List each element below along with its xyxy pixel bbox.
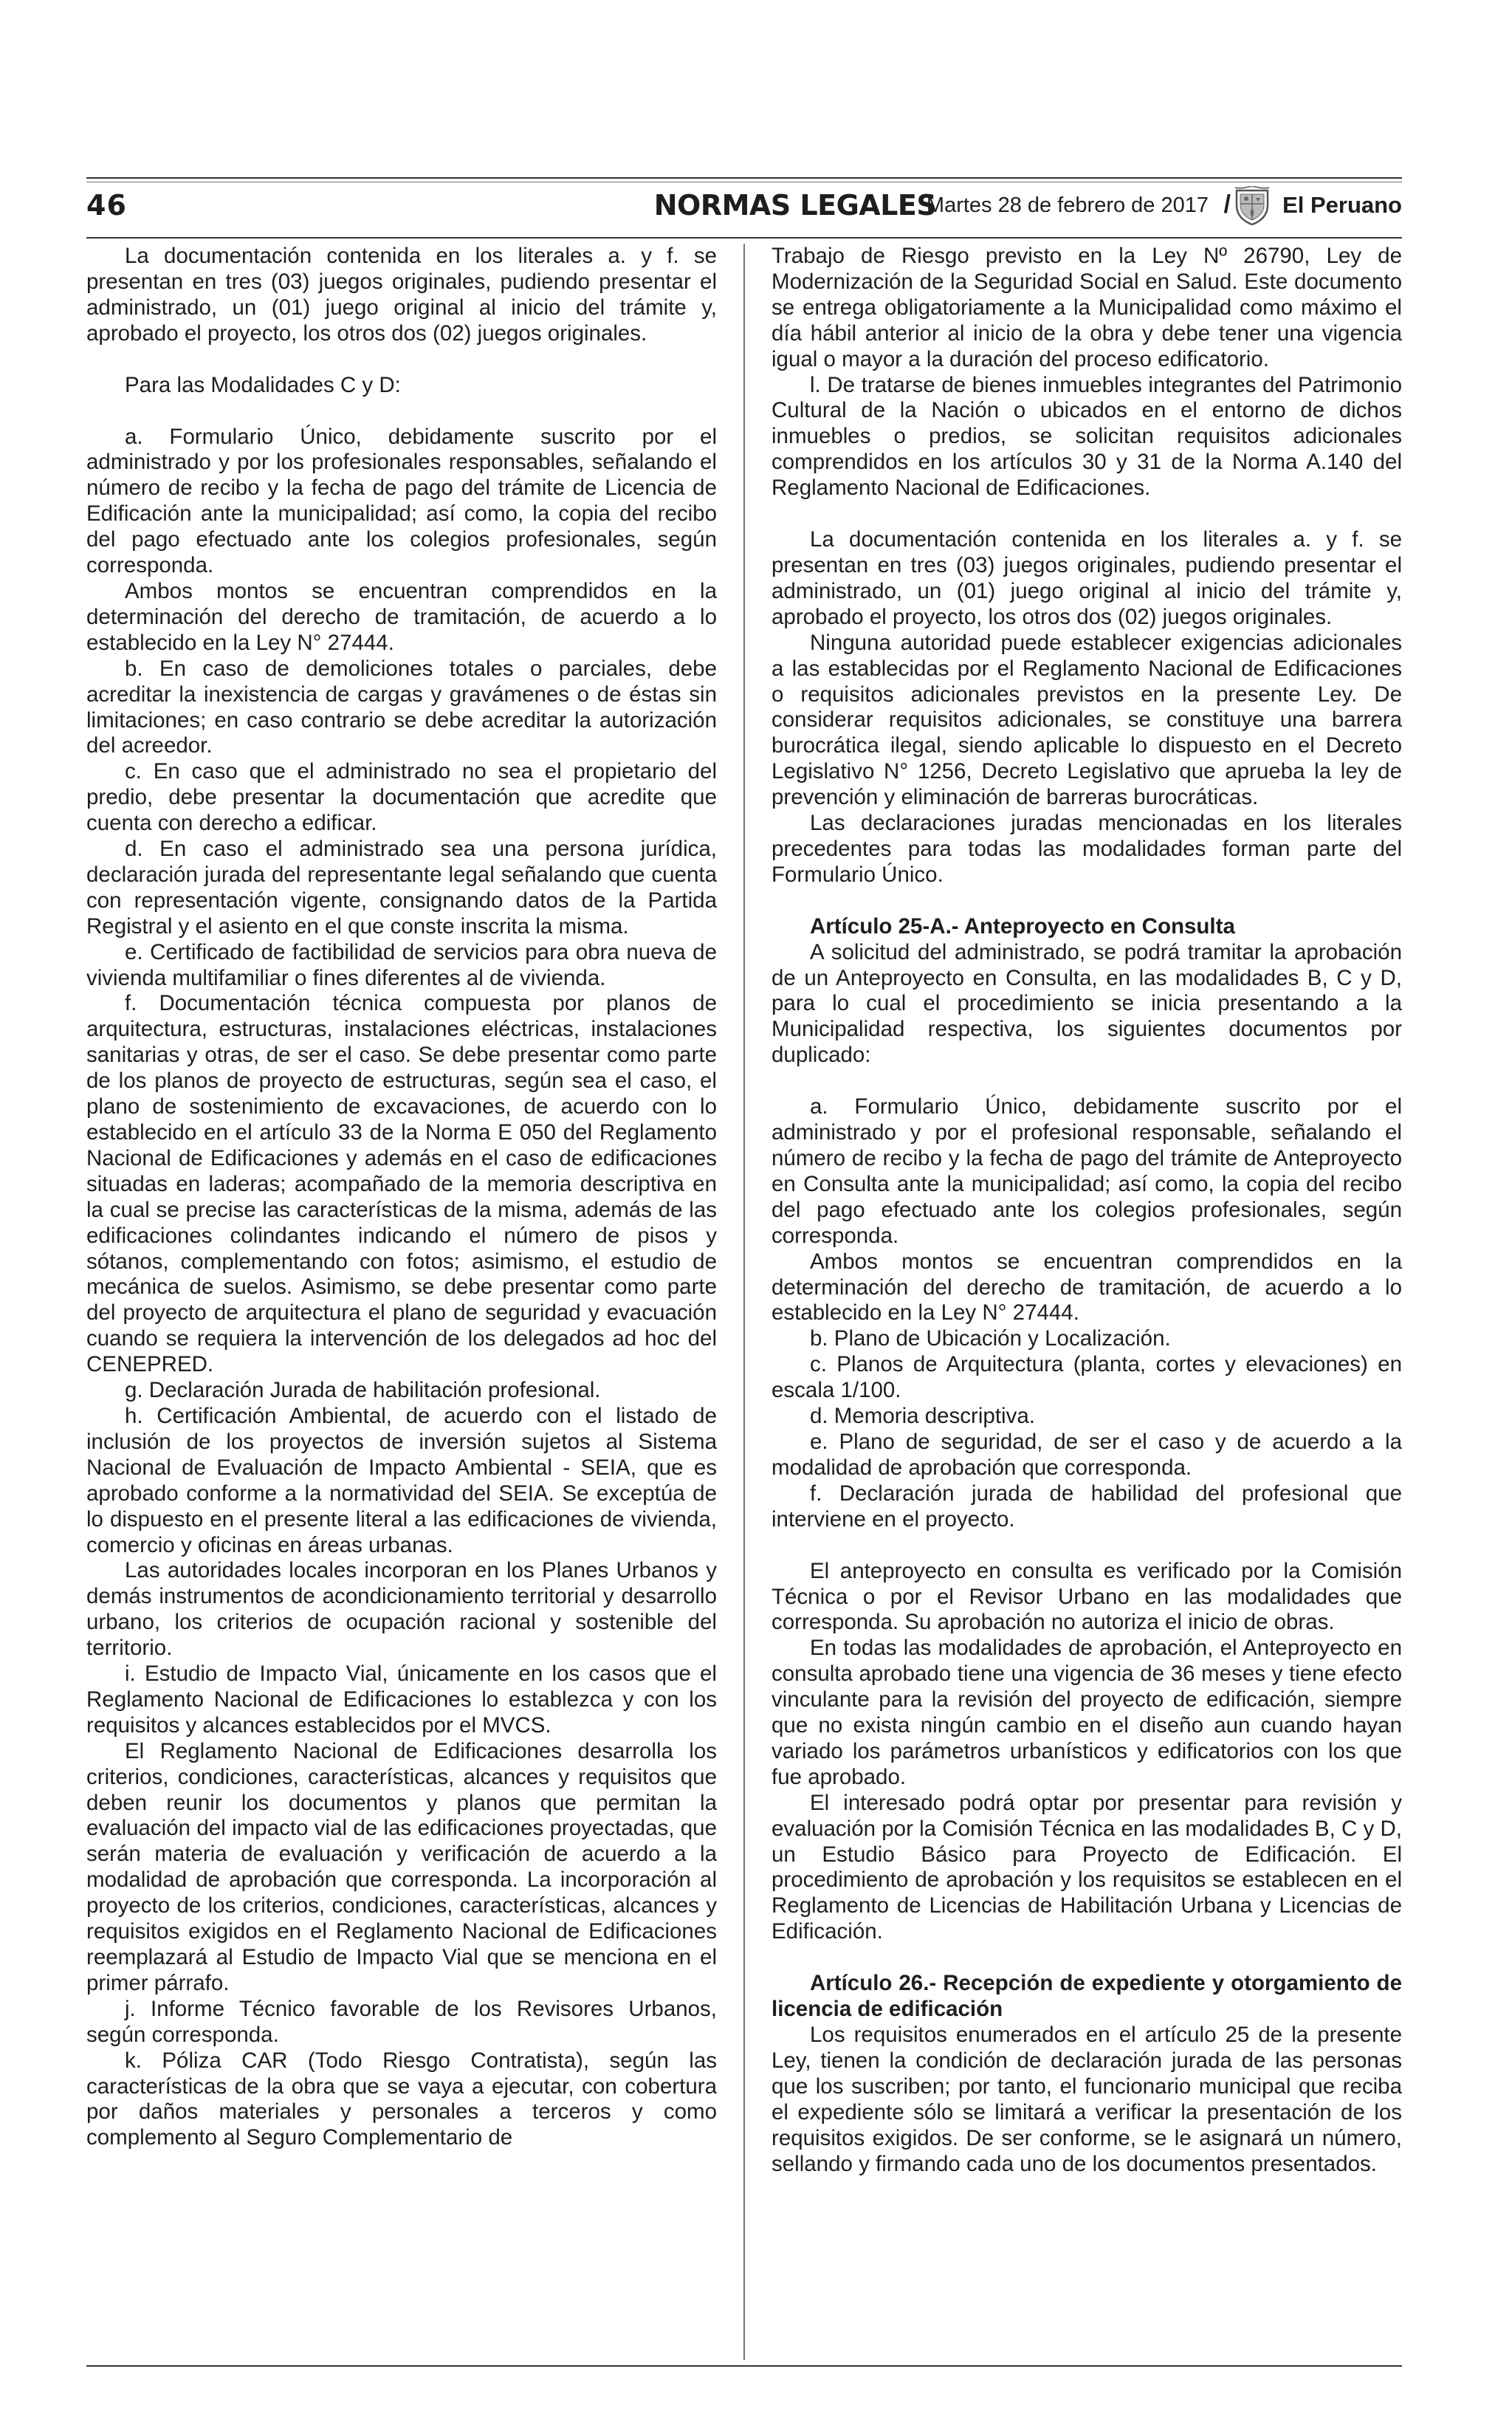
paragraph: Las declaraciones juradas mencionadas en los literales precedentes para todas las modalidades forman parte del Formulario Único. xyxy=(772,811,1402,887)
paragraph: Ninguna autoridad puede establecer exigencias adicionales a las establecidas por el Reglamento Nacional de Edificaciones o requisitos adicionales previstos en la presente Ley. De considerar requisitos adicionales, se constituye una barrera burocrática ilegal, siendo aplicable lo dispuesto en el Decreto Legislativo N° 1256, Decreto Legislativo que aprueba la ley de prevención y eliminación de barreras burocráticas. xyxy=(772,630,1402,810)
list-item: f. Declaración jurada de habilidad del profesional que interviene en el proyecto. xyxy=(772,1481,1402,1532)
page-number: 46 xyxy=(86,189,127,222)
list-item: b. Plano de Ubicación y Localización. xyxy=(810,1326,1171,1351)
coat-of-arms-icon xyxy=(1234,186,1271,226)
list-item: f. Documentación técnica compuesta por planos de arquitectura, estructuras, instalaciones eléctricas, instalaciones sanitarias y otras, de ser el caso. Se debe presentar como parte de los planos de proyecto de estructuras, según sea el caso, el plano de sostenimiento de excavaciones, de acuerdo con lo establecido en el artículo 33 de la Norma E 050 del Reglamento Nacional de Edificaciones y además en el caso de edificaciones situadas en laderas; acompañado de la memoria descriptiva en la cual se precise las características de la misma, además de las edificaciones colindantes indicando el número de pisos y sótanos, complementando con fotos; asimismo, el estudio de mecánica de suelos. Asimismo, se debe presentar como parte del proyecto de arquitectura el plano de seguridad y evacuación cuando se requiera la intervención de los delegados ad hoc del CENEPRED. xyxy=(86,991,717,1377)
paragraph: El anteproyecto en consulta es verificado por la Comisión Técnica o por el Revisor Urbano en las modalidades que corresponda. Su aprobación no autoriza el inicio de obras. xyxy=(772,1558,1402,1635)
right-column xyxy=(772,244,1402,2177)
header-bottom-rule xyxy=(86,237,1402,239)
paragraph: El interesado podrá optar por presentar para revisión y evaluación por la Comisión Técnica en las modalidades B, C y D, un Estudio Básico para Proyecto de Edificación. El procedimiento de aprobación y los requisitos se establecen en el Reglamento de Licencias de Habilitación Urbana y Licencias de Edificación. xyxy=(772,1790,1402,1944)
article-heading: Artículo 26.- Recepción de expediente y otorgamiento de licencia de edificación xyxy=(772,1971,1402,2022)
paragraph: En todas las modalidades de aprobación, el Anteproyecto en consulta aprobado tiene una vigencia de 36 meses y tiene efecto vinculante para la revisión del proyecto de edificación, siempre que no exista ningún cambio en el diseño aun cuando hayan variado los parámetros urbanísticos y edificatorios con los que fue aprobado. xyxy=(772,1636,1402,1789)
list-item: d. En caso el administrado sea una persona jurídica, declaración jurada del representante legal señalando que cuenta con representación vigente, consignando datos de la Partida Registral y el asiento en el que conste inscrita la misma. xyxy=(86,837,717,939)
header-separator: / xyxy=(1223,191,1231,219)
list-item: e. Certificado de factibilidad de servicios para obra nueva de vivienda multifamiliar o fines diferentes al de vivienda. xyxy=(86,939,717,990)
list-item: g. Declaración Jurada de habilitación profesional. xyxy=(125,1378,601,1403)
list-item: k. Póliza CAR (Todo Riesgo Contratista), según las características de la obra que se vaya a ejecutar, con cobertura por daños materiales y personales a terceros y como complemento al Seguro Complementario de xyxy=(86,2048,717,2150)
paragraph: Ambos montos se encuentran comprendidos en la determinación del derecho de tramitación, de acuerdo a lo establecido en la Ley N° 27444. xyxy=(86,578,717,655)
paragraph: La documentación contenida en los literales a. y f. se presentan en tres (03) juegos originales, pudiendo presentar el administrado, un (01) juego original al inicio del trámite y, aprobado el proyecto, los otros dos (02) juegos originales. xyxy=(86,244,717,346)
article-heading: Artículo 25-A.- Anteproyecto en Consulta xyxy=(810,913,1235,939)
paragraph: Para las Modalidades C y D: xyxy=(125,372,401,397)
list-item: h. Certificación Ambiental, de acuerdo con el listado de inclusión de los proyectos de inversión sujetos al Sistema Nacional de Evaluación de Impacto Ambiental - SEIA, que es aprobado conforme a la normatividad del SEIA. Se exceptúa de lo dispuesto en el presente literal a las edificaciones de vivienda, comercio y oficinas en áreas urbanas. xyxy=(86,1403,717,1557)
publication-date: Martes 28 de febrero de 2017 xyxy=(926,193,1209,217)
page-header xyxy=(86,186,1402,233)
list-item: l. De tratarse de bienes inmuebles integrantes del Patrimonio Cultural de la Nación o ubicados en el entorno de dichos inmuebles o predios, se solicitan requisitos adicionales comprendidos en los artículos 30 y 31 de la Norma A.140 del Reglamento Nacional de Edificaciones. xyxy=(772,372,1402,501)
footer-rule xyxy=(86,2365,1402,2367)
list-item: b. En caso de demoliciones totales o parciales, debe acreditar la inexistencia de cargas y gravámenes o de éstas sin limitaciones; en caso contrario se debe acreditar la autorización del acreedor. xyxy=(86,656,717,758)
section-title: NORMAS LEGALES xyxy=(653,189,937,222)
newspaper-name: El Peruano xyxy=(1282,192,1402,218)
list-item: a. Formulario Único, debidamente suscrito por el administrado y por el profesional responsable, señalando el número de recibo y la fecha de pago del trámite de Anteproyecto en Consulta ante la municipalidad; así como, la copia del recibo del pago efectuado ante los colegios profesionales, según corresponda. xyxy=(772,1094,1402,1248)
list-item: c. En caso que el administrado no sea el propietario del predio, debe presentar la documentación que acredite que cuenta con derecho a edificar. xyxy=(86,759,717,836)
list-item: e. Plano de seguridad, de ser el caso y de acuerdo a la modalidad de aprobación que corresponda. xyxy=(772,1429,1402,1480)
list-item: a. Formulario Único, debidamente suscrito por el administrado y por los profesionales responsables, señalando el número de recibo y la fecha de pago del trámite de Licencia de Edificación ante la municipalidad; así como, la copia del recibo del pago efectuado ante los colegios profesionales, según corresponda. xyxy=(86,424,717,578)
paragraph: Los requisitos enumerados en el artículo 25 de la presente Ley, tienen la condición de declaración jurada de las personas que los suscriben; por tanto, el funcionario municipal que reciba el expediente sólo se limitará a verificar la presentación de los requisitos exigidos. De ser conforme, se le asignará un número, sellando y firmando cada uno de los documentos presentados. xyxy=(772,2023,1402,2176)
list-item: j. Informe Técnico favorable de los Revisores Urbanos, según corresponda. xyxy=(86,1996,717,2047)
list-item: c. Planos de Arquitectura (planta, cortes y elevaciones) en escala 1/100. xyxy=(772,1352,1402,1403)
paragraph: Trabajo de Riesgo previsto en la Ley Nº 26790, Ley de Modernización de la Seguridad Social en Salud. Este documento se entrega obligatoriamente a la Municipalidad como máximo el día hábil anterior al inicio de la obra y debe tener una vigencia igual o mayor a la duración del proceso edificatorio. xyxy=(772,244,1402,371)
column-divider xyxy=(743,244,745,2360)
list-item: i. Estudio de Impacto Vial, únicamente en los casos que el Reglamento Nacional de Edificaciones lo establezca y con los requisitos y alcances establecidos por el MVCS. xyxy=(86,1661,717,1738)
list-item: d. Memoria descriptiva. xyxy=(810,1404,1035,1429)
header-top-rule xyxy=(86,177,1402,179)
paragraph: A solicitud del administrado, se podrá tramitar la aprobación de un Anteproyecto en Consulta, en las modalidades B, C y D, para lo cual el procedimiento se inicia presentando a la Municipalidad respectiva, los siguientes documentos por duplicado: xyxy=(772,939,1402,1068)
paragraph: Ambos montos se encuentran comprendidos en la determinación del derecho de tramitación, de acuerdo a lo establecido en la Ley N° 27444. xyxy=(772,1249,1402,1325)
paragraph: Las autoridades locales incorporan en los Planes Urbanos y demás instrumentos de acondicionamiento territorial y desarrollo urbano, los criterios de ocupación racional y sostenible del territorio. xyxy=(86,1558,717,1661)
paragraph: La documentación contenida en los literales a. y f. se presentan en tres (03) juegos originales, pudiendo presentar el administrado, un (01) juego original al inicio del trámite y, aprobado el proyecto, los otros dos (02) juegos originales. xyxy=(772,527,1402,629)
left-column xyxy=(86,244,717,2151)
paragraph: El Reglamento Nacional de Edificaciones desarrolla los criterios, condiciones, características, alcances y requisitos que deben reunir los documentos y planos que permitan la evaluación del impacto vial de las edificaciones proyectadas, que serán materia de evaluación y verificación de acuerdo a la modalidad de aprobación que corresponda. La incorporación al proyecto de los criterios, condiciones, características, alcances y requisitos exigidos en el Reglamento Nacional de Edificaciones reemplazará al Estudio de Impacto Vial que se menciona en el primer párrafo. xyxy=(86,1738,717,1995)
